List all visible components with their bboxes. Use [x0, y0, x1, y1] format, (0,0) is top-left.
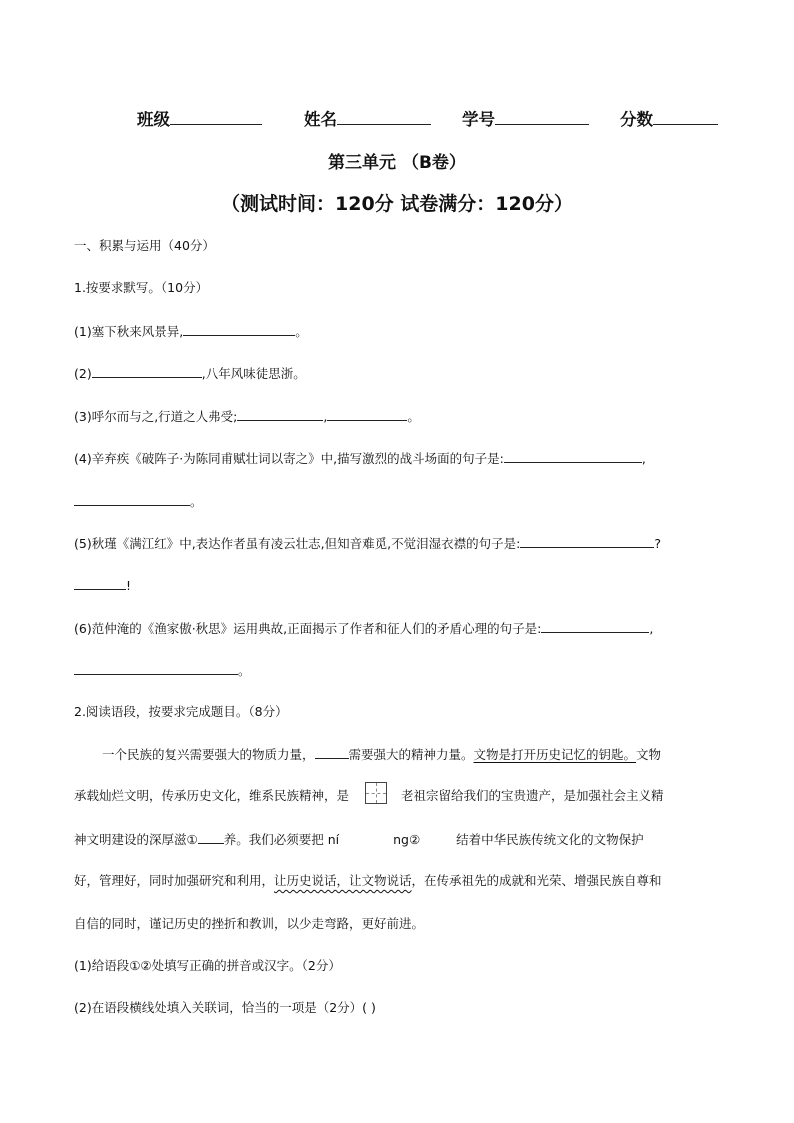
q1-item-1	[74, 321, 308, 340]
answer-blank[interactable]	[520, 533, 654, 548]
q1-item-5-end: !	[126, 578, 132, 593]
answer-blank[interactable]	[74, 660, 238, 675]
q1-item-3-end: 。	[407, 409, 420, 424]
q1-item-3	[74, 406, 420, 425]
class-blank[interactable]	[170, 106, 262, 125]
passage-line-5: 自信的同时，谨记历史的挫折和教训，以少走弯路，更好前进。	[74, 916, 425, 931]
answer-blank[interactable]	[74, 575, 126, 590]
passage-text: 文物	[636, 747, 662, 762]
answer-blank[interactable]	[541, 618, 649, 633]
score-field	[620, 106, 718, 130]
q1-item-2-text: ,八年风味徒思浙。	[201, 366, 306, 381]
q1-item-1-end: 。	[295, 324, 308, 339]
pinyin-marker: ng②	[393, 832, 421, 847]
student-id-label: 学号	[462, 110, 495, 129]
q1-item-6-cont	[74, 660, 251, 679]
question-1-stem: 1.按要求默写。（10分）	[74, 280, 209, 295]
passage-text: 神文明建设的深厚滋①	[74, 832, 198, 847]
q1-item-4-cont	[74, 491, 203, 510]
answer-blank[interactable]	[74, 491, 190, 506]
passage-text: 结着中华民族传统文化的文物保护	[456, 832, 644, 847]
class-label: 班级	[137, 110, 170, 129]
answer-blank[interactable]	[504, 448, 642, 463]
class-field	[137, 106, 262, 130]
conjunction-blank[interactable]	[315, 744, 349, 759]
passage-text: 老祖宗留给我们的宝贵遗产，是加强社会主义精	[401, 788, 664, 803]
underlined-sentence: 文物是打开历史记忆的钥匙。	[473, 747, 637, 762]
q1-item-6	[74, 618, 653, 637]
passage-text: 一个民族的复兴需要强大的物质力量，	[102, 747, 315, 762]
wavy-underlined-phrase: 让历史说话，让文物说话	[274, 873, 412, 888]
answer-blank[interactable]	[92, 363, 202, 378]
passage-text: 需要强大的精神力量。	[348, 747, 474, 762]
q1-item-5-sep: ?	[654, 536, 661, 551]
character-grid-box[interactable]	[365, 782, 387, 804]
section-heading: 一、积累与运用（40分）	[74, 238, 215, 253]
passage-line-2	[74, 786, 664, 804]
question-2-stem: 2.阅读语段，按要求完成题目。（8分）	[74, 704, 288, 719]
q1-item-4	[74, 448, 646, 467]
answer-blank[interactable]	[183, 321, 295, 336]
q1-item-6-sep: ,	[649, 621, 654, 636]
q1-item-2	[74, 363, 306, 382]
answer-blank[interactable]	[237, 406, 323, 421]
q1-item-6-end: 。	[238, 663, 251, 678]
q1-item-1-text: (1)塞下秋来风景异,	[74, 324, 184, 339]
page-title: 第三单元 （B卷）	[328, 153, 466, 173]
passage-text: ，在传承祖先的成就和光荣、增强民族自尊和	[411, 873, 662, 888]
passage-line-4	[74, 871, 662, 889]
passage-text: 养。我们必须要把 ní	[223, 832, 340, 847]
q1-item-3-sep: ,	[323, 409, 328, 424]
student-id-field	[462, 106, 589, 130]
page-subtitle: （测试时间：120分 试卷满分：120分）	[221, 193, 573, 215]
score-blank[interactable]	[653, 106, 718, 125]
q1-item-5-cont	[74, 575, 131, 593]
passage-line-3	[74, 829, 644, 848]
q1-item-2-num: (2)	[74, 366, 92, 381]
q1-item-5-text: (5)秋瑾《满江红》中,表达作者虽有凌云壮志,但知音难觅,不觉泪湿衣襟的句子是:	[74, 536, 521, 551]
q1-item-4-sep: ,	[641, 451, 646, 466]
q1-item-4-end: 。	[190, 494, 203, 509]
name-blank[interactable]	[337, 106, 431, 125]
passage-text: 好，管理好，同时加强研究和利用，	[74, 873, 275, 888]
name-label: 姓名	[304, 110, 337, 129]
passage-text: 承载灿烂文明，传承历史文化，维系民族精神，是	[74, 788, 350, 803]
q1-item-4-text: (4)辛弃疾《破阵子·为陈同甫赋壮词以寄之》中,描写激烈的战斗场面的句子是:	[74, 451, 504, 466]
answer-blank-1[interactable]	[198, 829, 224, 844]
q2-subquestion-2: (2)在语段横线处填入关联词，恰当的一项是（2分）( )	[74, 1000, 376, 1015]
score-label: 分数	[620, 110, 653, 129]
name-field	[304, 106, 431, 130]
q1-item-6-text: (6)范仲淹的《渔家傲·秋思》运用典故,正面揭示了作者和征人们的矛盾心理的句子是:	[74, 621, 542, 636]
q1-item-5	[74, 533, 661, 552]
passage-line-1	[102, 744, 661, 763]
q2-subquestion-1: (1)给语段①②处填写正确的拼音或汉字。（2分）	[74, 958, 341, 973]
q1-item-3-text: (3)呼尔而与之,行道之人弗受;	[74, 409, 238, 424]
answer-blank[interactable]	[327, 406, 407, 421]
student-id-blank[interactable]	[495, 106, 589, 125]
